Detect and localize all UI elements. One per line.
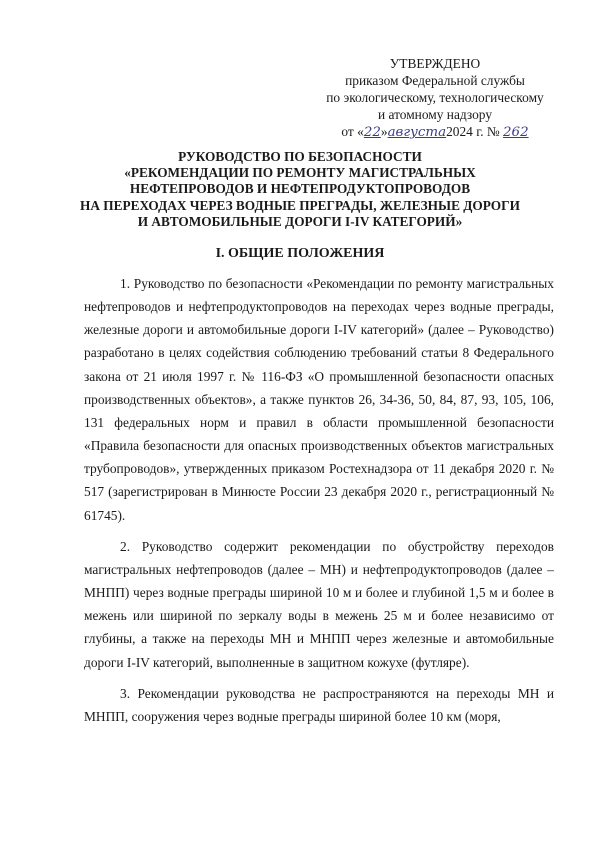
- handwritten-day: 22: [363, 125, 381, 140]
- approval-authority-line: по экологическому, технологическому: [326, 90, 544, 105]
- paragraph-3: 3. Рекомендации руководства не распространяются на переходы МН и МНПП, сооружения через водные преграды шириной более 10 км (моря,: [84, 685, 554, 724]
- paragraph-1: 1. Руководство по безопасности «Рекомендации по ремонту магистральных нефтепроводов и нефтепродуктопроводов на переходах через водные преграды, железные дороги и автомобильные дороги I-IV категорий» (далее – Руководство) разработано в целях содействия соблюдению требований статьи 8 Федерального закона от 21 июля 1997 г. № 116-ФЗ «О промышленной безопасности опасных производственных объектов», а также пунктов 26, 34-36, 50, 84, 87, 93, 105, 106, 131 федеральных норм и правил в области промышленной безопасности «Правила безопасности для опасных производственных объектов магистральных трубопроводов», утвержденных приказом Ростехнадзора от 11 декабря 2020 г. № 517 (зарегистрирован в Минюсте России 23 декабря 2020 г., регистрационный № 61745).: [84, 276, 554, 523]
- approval-block: [300, 55, 570, 141]
- title-line: РУКОВОДСТВО ПО БЕЗОПАСНОСТИ: [178, 149, 422, 164]
- approval-heading: УТВЕРЖДЕНО: [389, 56, 481, 71]
- year-and-number-label: 2024 г. №: [446, 124, 500, 139]
- date-prefix: от «: [341, 124, 364, 139]
- date-quote-close: »: [380, 124, 388, 139]
- handwritten-order-number: 262: [503, 125, 529, 140]
- paragraph-2: 2. Руководство содержит рекомендации по обустройству переходов магистральных нефтепроводов (далее – МН) и нефтепродуктопроводов (далее – МНПП) через водные преграды шириной 10 м и более и глубиной 1,5 м и более в межень или шириной по зеркалу воды в межень 25 м и более независимо от глубины, а также на переходы МН и МНПП через железные и автомобильные дороги I-IV категорий, выполненные в защитном кожухе (футляре).: [84, 538, 554, 670]
- title-line: «РЕКОМЕНДАЦИИ ПО РЕМОНТУ МАГИСТРАЛЬНЫХ: [124, 165, 476, 181]
- document-title: [60, 149, 540, 230]
- approval-date-line: [300, 123, 570, 141]
- title-line: НА ПЕРЕХОДАХ ЧЕРЕЗ ВОДНЫЕ ПРЕГРАДЫ, ЖЕЛЕЗНЫЕ ДОРОГИ: [80, 197, 520, 213]
- body-text: [84, 272, 554, 728]
- section-heading: I. ОБЩИЕ ПОЛОЖЕНИЯ: [215, 246, 385, 261]
- approval-authority-line: приказом Федеральной службы: [345, 73, 525, 88]
- title-line: И АВТОМОБИЛЬНЫЕ ДОРОГИ I-IV КАТЕГОРИЙ»: [137, 213, 463, 229]
- approval-authority-line: и атомному надзору: [377, 107, 493, 122]
- handwritten-month: августа: [387, 125, 447, 140]
- title-line: НЕФТЕПРОВОДОВ И НЕФТЕПРОДУКТОПРОВОДОВ: [129, 181, 471, 197]
